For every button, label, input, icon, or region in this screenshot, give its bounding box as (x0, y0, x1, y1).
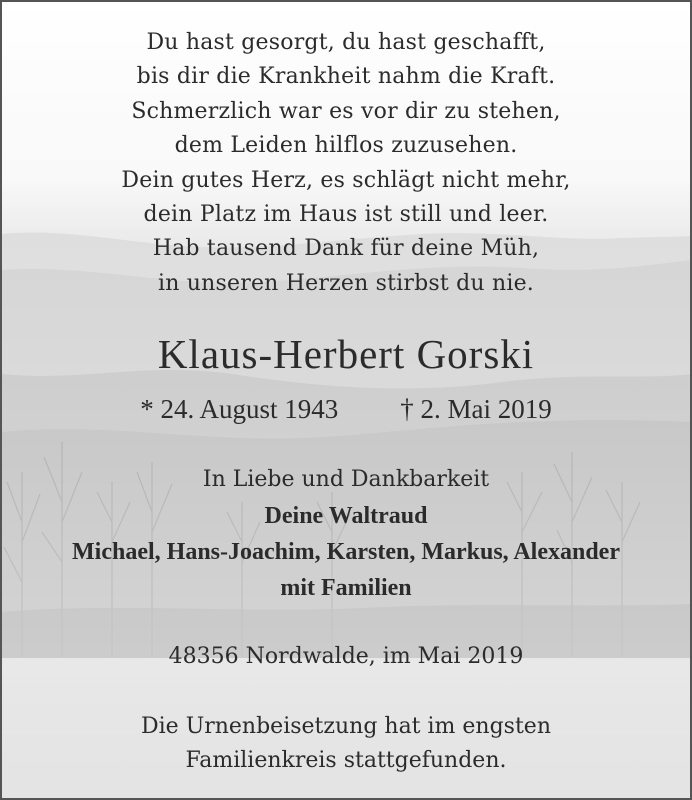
deceased-name: Klaus-Herbert Gorski (157, 331, 535, 377)
poem-line: Hab tausend Dank für deine Müh, (152, 236, 540, 262)
obituary-content (2, 2, 690, 798)
burial-note-line: Die Urnenbeisetzung hat im engsten (141, 714, 551, 739)
mourners-intro: In Liebe und Dankbarkeit (202, 467, 490, 492)
birth-date: * 24. August 1943 (140, 394, 339, 424)
poem (2, 26, 690, 301)
mourners (2, 462, 690, 606)
life-dates (2, 394, 690, 425)
families-line: mit Familien (280, 575, 412, 601)
children-names: Michael, Hans-Joachim, Karsten, Markus, Alexander (72, 539, 620, 565)
poem-line: Dein gutes Herz, es schlägt nicht mehr, (121, 167, 571, 193)
spouse-name: Deine Waltraud (264, 503, 428, 529)
poem-line: dem Leiden hilflos zuzusehen. (174, 133, 518, 159)
poem-line: Du hast gesorgt, du hast geschafft, (146, 30, 546, 55)
burial-note-line: Familienkreis stattgefunden. (185, 748, 507, 773)
burial-note (2, 710, 690, 778)
place-date: 48356 Nordwalde, im Mai 2019 (168, 644, 524, 669)
poem-line: in unseren Herzen stirbst du nie. (158, 270, 534, 296)
death-date: † 2. Mai 2019 (400, 394, 552, 424)
poem-line: dein Platz im Haus ist still und leer. (143, 202, 549, 228)
poem-line: bis dir die Krankheit nahm die Kraft. (136, 64, 556, 90)
poem-line: Schmerzlich war es vor dir zu stehen, (131, 98, 561, 124)
